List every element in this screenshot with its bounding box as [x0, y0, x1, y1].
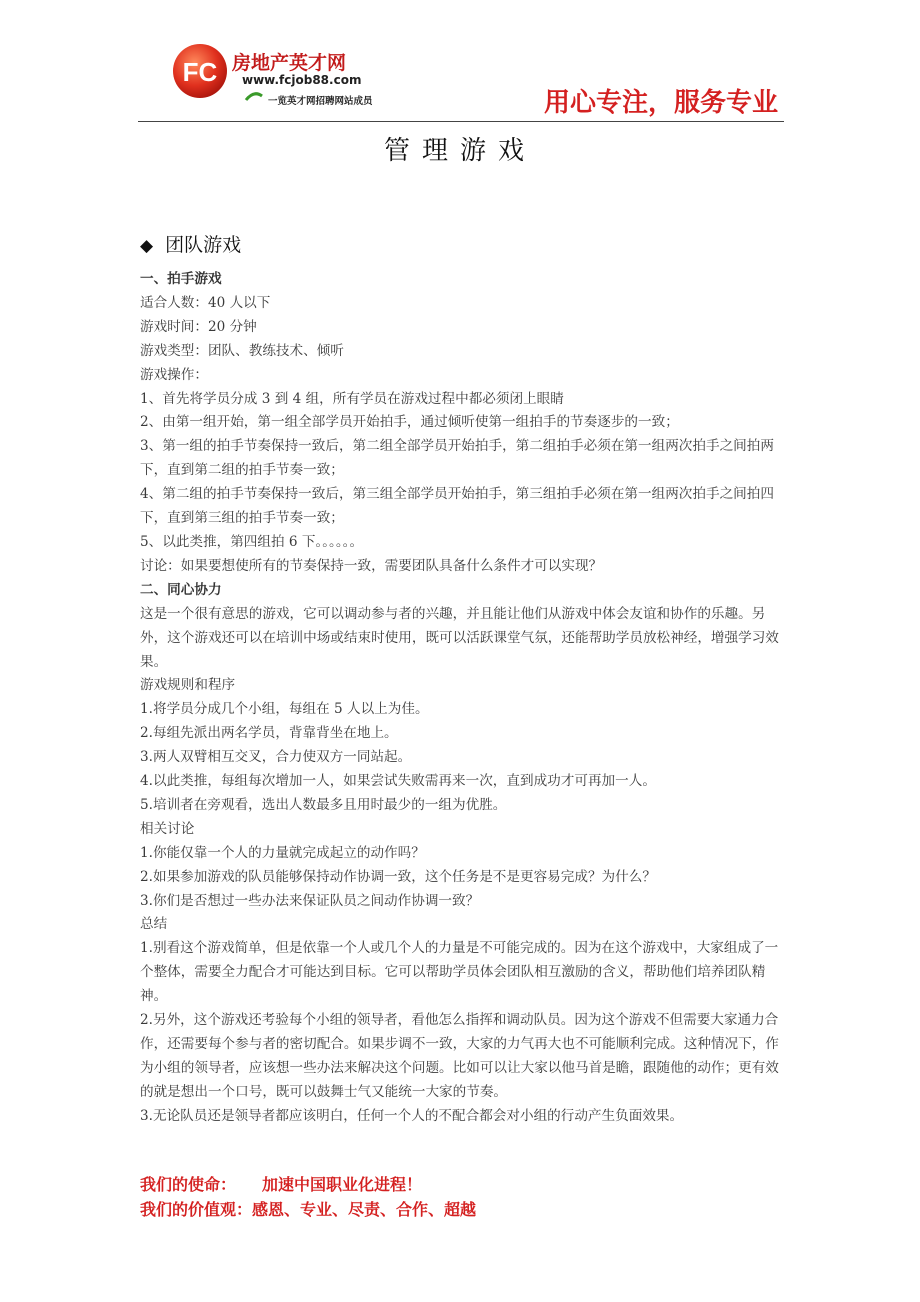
footer-mission: [140, 1172, 476, 1222]
logo-tagline: 一览英才网招聘网站成员: [268, 96, 373, 107]
game1-title: 一、拍手游戏: [140, 271, 222, 287]
values-value: 感恩、专业、尽责、合作、超越: [252, 1200, 477, 1219]
section-heading: [140, 230, 241, 257]
game2-body: [140, 603, 788, 1129]
game2-title: 二、同心协力: [140, 581, 222, 598]
game1-line: 1、首先将学员分成 3 到 4 组，所有学员在游戏过程中都必须闭上眼睛: [140, 390, 564, 407]
game1-line: 游戏时间：20 分钟: [140, 318, 257, 335]
diamond-bullet-icon: ◆: [140, 236, 154, 256]
game1-line: 4、第二组的拍手节奏保持一致后，第三组全部学员开始拍手，第三组拍手必须在第一组两次拍手之间拍四下，直到第三组的拍手节奏一致；: [140, 486, 774, 527]
game2-line: 游戏规则和程序: [140, 677, 236, 694]
mission-value: 加速中国职业化进程！: [262, 1175, 423, 1194]
logo-mark: FC: [182, 57, 218, 87]
logo-url: www.fcjob88.com: [242, 73, 362, 87]
game2-line: 2.另外，这个游戏还考验每个小组的领导者，看他怎么指挥和调动队员。因为这个游戏不但需要大家通力合作，还需要每个参与者的密切配合。如果步调不一致，大家的力气再大也不可能顺利完成。这种情况下，作为小组的领导者，应该想一些办法来解决这个问题。比如可以让大家以他马首是瞻，跟随他的动作；更有效的就是想出一个口号，既可以鼓舞士气又能统一大家的节奏。: [140, 1012, 779, 1100]
game1-line: 3、第一组的拍手节奏保持一致后，第二组全部学员开始拍手，第二组拍手必须在第一组两次拍手之间拍两下，直到第二组的拍手节奏一致；: [140, 438, 774, 479]
game1-line: 5、以此类推，第四组拍 6 下。。。。。。: [140, 533, 364, 550]
game2-line: 5.培训者在旁观看，选出人数最多且用时最少的一组为优胜。: [140, 796, 507, 813]
mission-label: 我们的使命：: [140, 1175, 237, 1194]
game2-line: 1.你能仅靠一个人的力量就完成起立的动作吗？: [140, 844, 425, 861]
game1-line: 适合人数：40 人以下: [140, 294, 271, 311]
game1-line: 2、由第一组开始，第一组全部学员开始拍手，通过倾听使第一组拍手的节奏逐步的一致；: [140, 414, 679, 431]
company-logo: [170, 40, 410, 120]
page-header: [138, 30, 784, 120]
values-label: 我们的价值观：: [140, 1200, 253, 1219]
game2-line: 4.以此类推，每组每次增加一人，如果尝试失败需再来一次，直到成功才可再加一人。: [140, 773, 656, 790]
game2-line: 1.别看这个游戏简单，但是依靠一个人或几个人的力量是不可能完成的。因为在这个游戏中，大家组成了一个整体，需要全力配合才可能达到目标。它可以帮助学员体会团队相互激励的含义，帮助他们培养团队精神。: [140, 940, 779, 1005]
document-body: [140, 268, 788, 1129]
game2-line: 相关讨论: [140, 820, 195, 837]
game2-line: 这是一个很有意思的游戏，它可以调动参与者的兴趣，并且能让他们从游戏中体会友谊和协作的乐趣。另外，这个游戏还可以在培训中场或结束时使用，既可以活跃课堂气氛，还能帮助学员放松神经，增强学习效果。: [140, 605, 779, 670]
header-slogan: 用心专注，服务专业: [543, 88, 778, 118]
game2-line: 总结: [140, 916, 168, 933]
game2-line: 2.如果参加游戏的队员能够保持动作协调一致，这个任务是不是更容易完成？为什么？: [140, 868, 656, 885]
document-title: 管理游戏: [383, 136, 536, 166]
logo-brand: 房地产英才网: [232, 52, 347, 74]
leaf-icon: [246, 94, 262, 100]
game2-line: 3.无论队员还是领导者都应该明白，任何一个人的不配合都会对小组的行动产生负面效果。: [140, 1107, 684, 1124]
game2-line: 2.每组先派出两名学员，背靠背坐在地上。: [140, 725, 398, 742]
game1-line: 讨论：如果要想使所有的节奏保持一致，需要团队具备什么条件才可以实现？: [140, 557, 603, 574]
game1-line: 游戏类型：团队、教练技术、倾听: [140, 342, 344, 359]
header-divider: [138, 121, 784, 122]
game2-line: 3.你们是否想过一些办法来保证队员之间动作协调一致？: [140, 892, 480, 909]
mission-line: [140, 1172, 476, 1197]
game1-line: 游戏操作：: [140, 366, 208, 383]
section-heading-text: 团队游戏: [165, 234, 242, 256]
values-line: [140, 1197, 476, 1222]
game1-body: [140, 292, 788, 579]
game2-line: 3.两人双臂相互交叉，合力使双方一同站起。: [140, 749, 412, 766]
game2-line: 1.将学员分成几个小组，每组在 5 人以上为佳。: [140, 701, 429, 718]
